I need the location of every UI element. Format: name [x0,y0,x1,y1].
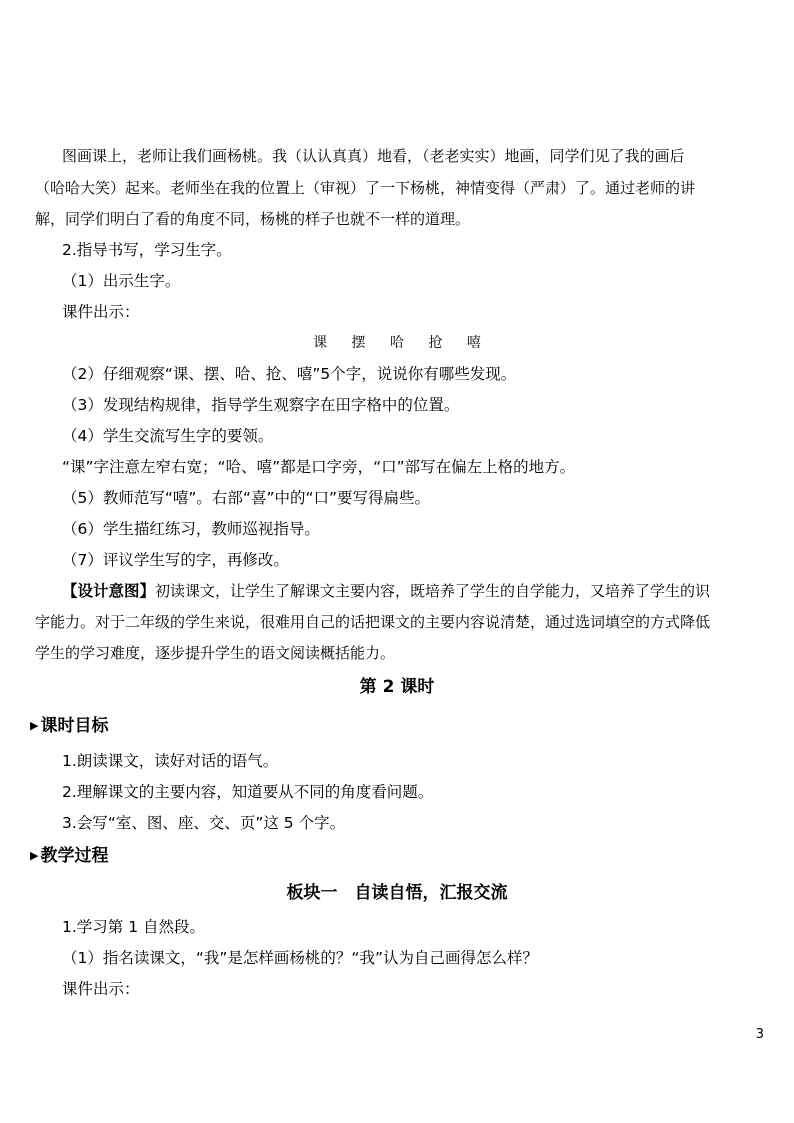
character: 摆 [351,335,366,351]
design-intent-text: 初读课文，让学生了解课文主要内容，既培养了学生的自学能力，又培养了学生的识 [155,582,711,600]
intro-line-1: 图画课上，老师让我们画杨桃。我（认认真真）地看，（老老实实）地画，同学们见了我的画后 [62,147,685,165]
page-number: 3 [755,1027,764,1042]
design-intent-line-2: 字能力。对于二年级的学生来说，很难用自己的话把课文的主要内容说清楚，通过选词填空的方式降低 [35,613,711,631]
goal-item-3: 3.会写“室、图、座、交、页”这 5 个字。 [62,814,346,832]
step-2-4: （4）学生交流写生字的要领。 [62,427,274,445]
new-characters [0,333,794,353]
step-2-3: （3）发现结构规律，指导学生观察字在田字格中的位置。 [62,396,460,414]
intro-line-3: 解，同学们明白了看的角度不同，杨桃的样子也就不一样的道理。 [35,210,471,228]
character: 哈 [390,335,404,351]
step-2-2: （2）仔细观察“课、摆、哈、抢、嘻”5个字，说说你有哪些发现。 [62,365,517,383]
character: 嘻 [466,335,481,351]
design-intent-line-1 [62,581,710,601]
courseware-label: 课件出示： [62,303,140,321]
goals-title: 课时目标 [40,716,109,736]
step-2-7: （7）评议学生写的字，再修改。 [62,551,289,569]
character: 抢 [428,335,443,351]
block-1-title: 板块一 自读自悟，汇报交流 [286,883,508,903]
step-b1: 1.学习第 1 自然段。 [62,918,206,936]
step-b1-1: （1）指名读课文，“我”是怎样画杨桃的？“我”认为自己画得怎么样？ [62,949,538,967]
intro-line-2: （哈哈大笑）起来。老师坐在我的位置上（审视）了一下杨桃，神情变得（严肃）了。通过老师的讲 [35,179,696,197]
writing-note: “课”字注意左窄右宽；“哈、嘻”都是口字旁，“口”部写在偏左上格的地方。 [62,458,576,476]
design-intent-line-3: 学生的学习难度，逐步提升学生的语文阅读概括能力。 [35,644,396,662]
step-2-5: （5）教师范写“嘻”。右部“喜”中的“口”要写得扁些。 [62,489,431,507]
lesson-title: 第 2 课时 [359,677,435,697]
goal-item-1: 1.朗读课文，读好对话的语气。 [62,752,279,770]
step-2: 2.指导书写，学习生字。 [62,241,232,259]
design-intent-label: 【设计意图】 [62,582,156,600]
triangle-marker-icon: ▶ [30,849,39,862]
step-2-6: （6）学生描红练习，教师巡视指导。 [62,520,320,538]
character: 课 [313,335,328,351]
goals-heading [30,716,108,736]
process-heading [30,846,108,866]
process-title: 教学过程 [40,846,109,866]
triangle-marker-icon: ▶ [30,719,39,732]
courseware-label-2: 课件出示： [62,980,140,998]
goal-item-2: 2.理解课文的主要内容，知道要从不同的角度看问题。 [62,783,434,801]
step-2-1: （1）出示生字。 [62,272,181,290]
